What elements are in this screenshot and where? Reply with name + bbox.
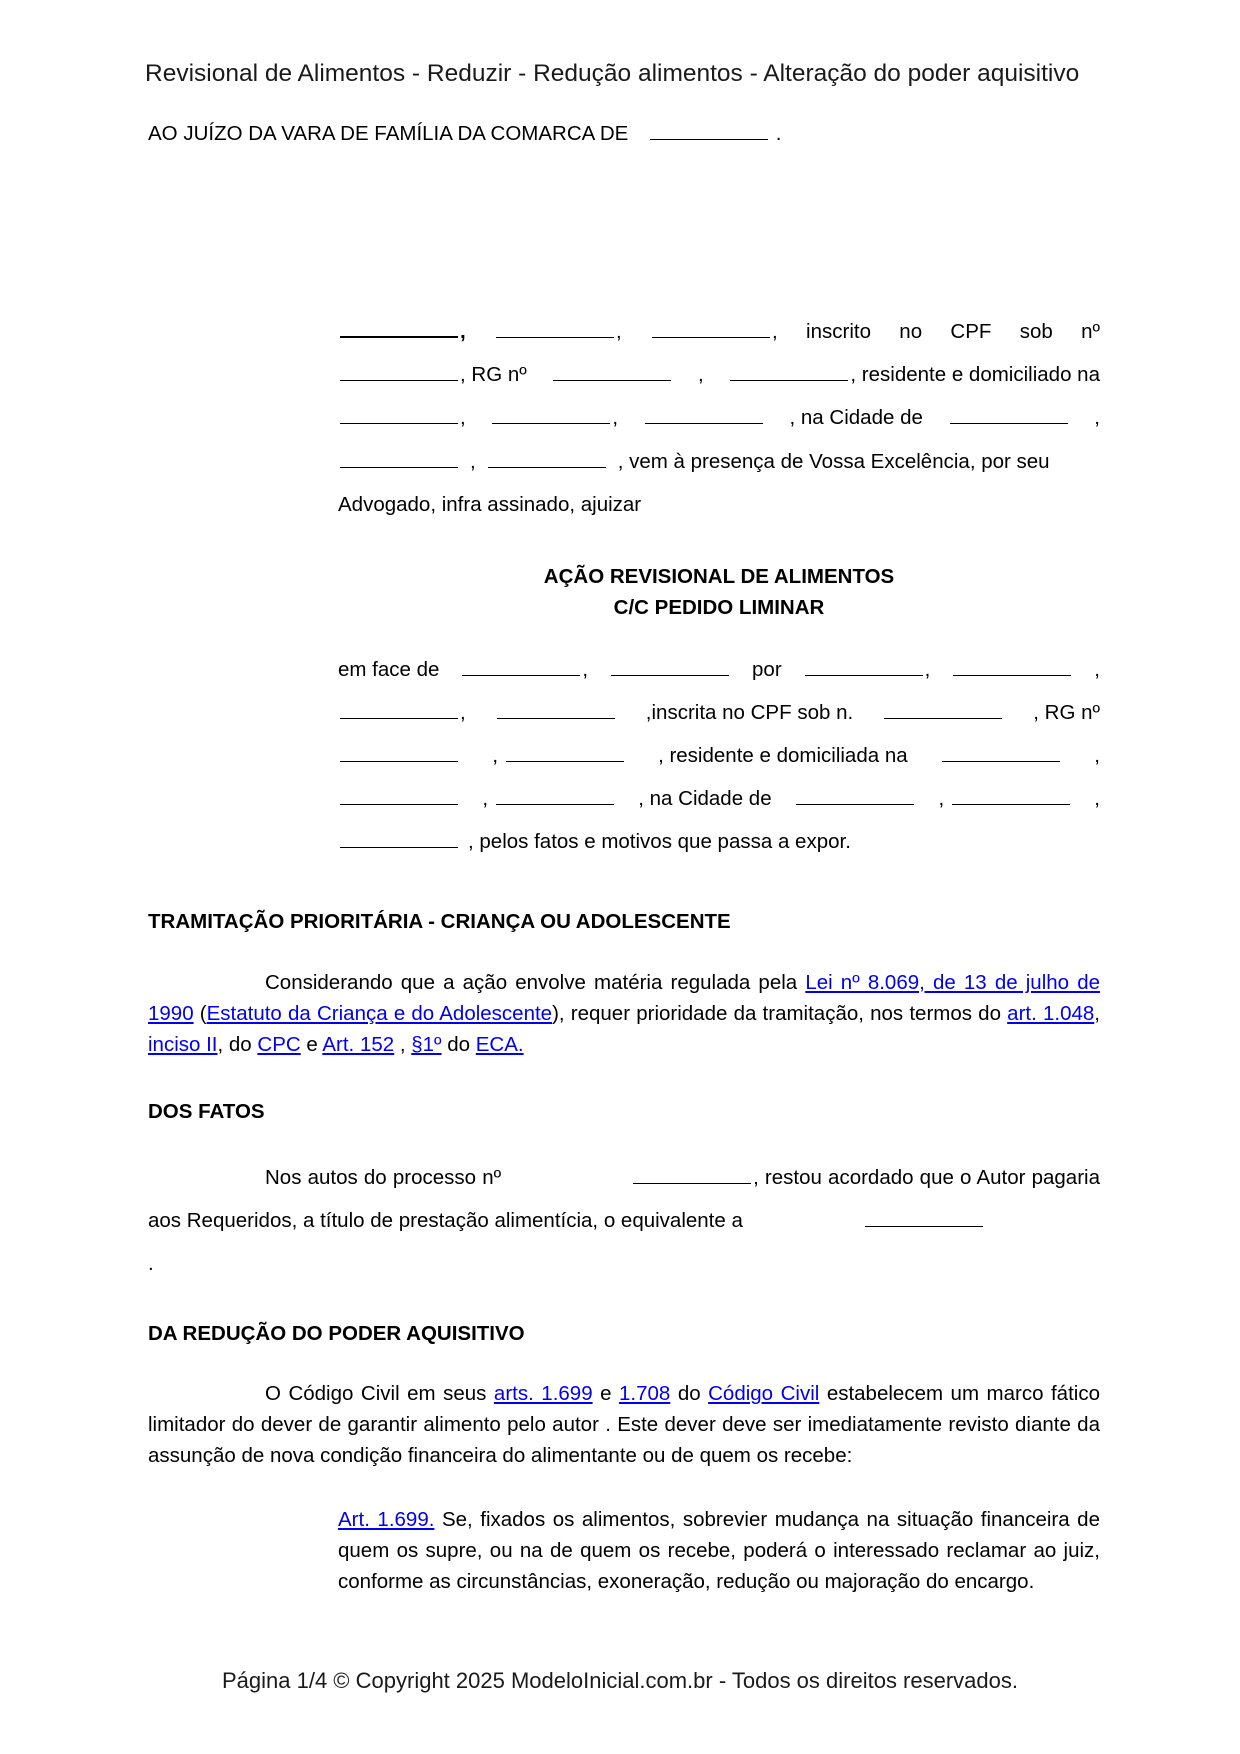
text-segment: , do — [217, 1033, 258, 1056]
blank-field[interactable] — [340, 760, 458, 762]
text-segment: , na Cidade de — [789, 406, 923, 429]
facts-paragraph — [148, 1156, 1100, 1285]
text-segment: , residente e domiciliado na — [850, 363, 1100, 386]
blank-field[interactable] — [492, 422, 610, 424]
text-segment: ,inscrita no CPF sob n. — [645, 701, 854, 724]
defendant-line-5 — [338, 830, 1100, 854]
plaintiff-line-5 — [338, 493, 1100, 517]
comma: , — [924, 658, 931, 681]
blank-field[interactable] — [865, 1225, 983, 1227]
defendant-line-4 — [338, 787, 1100, 811]
text-word: sob — [1019, 320, 1053, 343]
plaintiff-line-4 — [338, 450, 1100, 474]
blank-field[interactable] — [950, 422, 1068, 424]
plaintiff-line-3 — [338, 406, 1100, 430]
text-segment: estabelecem um marco fático limitador do dever de garantir alimento pelo autor . Este dever deve ser imediatamente revisto diante da assunção de nova condição financeira do alimentante ou de quem os recebe: — [148, 1382, 1100, 1467]
text-word: por — [752, 658, 782, 681]
blank-field[interactable] — [884, 717, 1002, 719]
blank-field[interactable] — [488, 466, 606, 468]
defendant-line-3 — [338, 744, 1100, 768]
text-segment: e — [300, 1033, 323, 1056]
priority-paragraph — [148, 967, 1100, 1060]
blank-field[interactable] — [952, 803, 1070, 805]
blank-field[interactable] — [340, 466, 458, 468]
text-segment: do — [670, 1382, 709, 1405]
text-word: CPF — [950, 320, 992, 343]
addressee-line — [148, 122, 781, 146]
blank-field[interactable] — [340, 335, 458, 338]
comma: , — [460, 701, 466, 724]
comma: , — [582, 658, 589, 681]
blank-field[interactable] — [611, 674, 729, 676]
comma: , — [460, 406, 466, 429]
blank-field[interactable] — [645, 422, 763, 424]
link-codigo-civil[interactable]: Código Civil — [708, 1382, 820, 1405]
text-segment: O Código Civil em seus — [265, 1382, 494, 1405]
text-segment: , RG nº — [1033, 701, 1100, 724]
text-segment: ), requer prioridade da tramitação, nos termos do — [552, 1002, 1008, 1025]
text-segment: e — [592, 1382, 619, 1405]
blank-field[interactable] — [496, 336, 614, 338]
text-segment: Considerando que a ação envolve matéria regulada pela — [265, 971, 806, 994]
plaintiff-line-1 — [338, 320, 1100, 344]
blank-field[interactable] — [340, 846, 458, 848]
comma: , — [1094, 744, 1100, 767]
blank-field[interactable] — [650, 138, 768, 140]
text-segment: . — [148, 1252, 154, 1275]
link-cpc[interactable]: CPC — [257, 1033, 301, 1056]
blank-field[interactable] — [553, 379, 671, 381]
link-eca[interactable]: ECA. — [475, 1033, 524, 1056]
addressee-end: . — [775, 122, 782, 145]
comma: , — [616, 320, 622, 343]
link-art-152[interactable]: Art. 152 — [322, 1033, 395, 1056]
blank-field[interactable] — [953, 674, 1071, 676]
text-segment: Advogado, infra assinado, ajuizar — [338, 493, 642, 516]
section-heading-priority: TRAMITAÇÃO PRIORITÁRIA - CRIANÇA OU ADOLESCENTE — [148, 910, 731, 933]
blank-field[interactable] — [805, 674, 923, 676]
comma: , — [1094, 406, 1100, 429]
text-segment: , pelos fatos e motivos que passa a expor. — [468, 830, 851, 853]
quote-text: Se, fixados os alimentos, sobrevier mudança na situação financeira de quem os supre, ou na de quem os recebe, poderá o interessado reclamar ao juiz, conforme as circunstâncias, exoneração, redução ou majoração do encargo. — [338, 1508, 1100, 1593]
defendant-line-2 — [338, 701, 1100, 725]
text-word: no — [899, 320, 923, 343]
blank-field[interactable] — [652, 336, 770, 338]
plaintiff-line-2 — [338, 363, 1100, 387]
text-segment: , vem à presença de Vossa Excelência, por seu — [617, 450, 1050, 473]
link-art-1699[interactable]: Art. 1.699. — [338, 1508, 435, 1531]
blank-field[interactable] — [340, 422, 458, 424]
link-arts-1699[interactable]: arts. 1.699 — [493, 1382, 593, 1405]
text-segment: , restou acordado que o Autor pagaria aos Requeridos, a título de prestação alimentícia, o equivalente a — [148, 1166, 1100, 1232]
text-word: nº — [1081, 320, 1100, 343]
comma: , — [470, 450, 476, 473]
blank-field[interactable] — [796, 803, 914, 805]
blank-field[interactable] — [496, 803, 614, 805]
blank-field[interactable] — [942, 760, 1060, 762]
blank-field[interactable] — [462, 674, 580, 676]
quoted-article — [338, 1504, 1100, 1597]
comma: , — [938, 787, 945, 810]
action-title-line-1: AÇÃO REVISIONAL DE ALIMENTOS — [543, 565, 895, 588]
text-segment: , — [394, 1033, 412, 1056]
comma: , — [612, 406, 619, 429]
text-segment: Nos autos do processo nº — [265, 1166, 502, 1189]
blank-field[interactable] — [340, 803, 458, 805]
blank-field[interactable] — [633, 1182, 751, 1184]
text-segment: em face de — [338, 658, 440, 681]
text-segment: , na Cidade de — [638, 787, 772, 810]
reduction-paragraph — [148, 1378, 1100, 1471]
blank-field[interactable] — [340, 717, 458, 719]
blank-field[interactable] — [497, 717, 615, 719]
comma: , — [1094, 787, 1100, 810]
text-word: inscrito — [806, 320, 871, 343]
comma: , — [460, 320, 466, 343]
defendant-line-1 — [338, 658, 1100, 682]
blank-field[interactable] — [340, 379, 458, 381]
document-header-title: Revisional de Alimentos - Reduzir - Redução alimentos - Alteração do poder aquisitivo — [145, 60, 1080, 87]
comma: , — [698, 363, 704, 386]
text-segment: do — [441, 1033, 476, 1056]
text-segment: , residente e domiciliada na — [658, 744, 908, 767]
comma: , — [482, 787, 489, 810]
comma: , — [1094, 658, 1100, 681]
link-inciso-ii[interactable]: inciso II — [148, 1033, 218, 1056]
text-segment: , — [1094, 1002, 1100, 1025]
text-segment: ( — [193, 1002, 207, 1025]
link-1708[interactable]: 1.708 — [619, 1382, 671, 1405]
link-eca-estatuto[interactable]: Estatuto da Criança e do Adolescente — [206, 1002, 553, 1025]
blank-field[interactable] — [730, 379, 848, 381]
section-heading-facts: DOS FATOS — [148, 1100, 265, 1123]
text-segment: , RG nº — [460, 363, 527, 386]
page-footer: Página 1/4 © Copyright 2025 ModeloInicial.com.br - Todos os direitos reservados. — [222, 1668, 1018, 1693]
link-paragrafo-1[interactable]: §1º — [411, 1033, 442, 1056]
addressee-text: AO JUÍZO DA VARA DE FAMÍLIA DA COMARCA DE — [148, 122, 629, 145]
blank-field[interactable] — [506, 760, 624, 762]
link-lei-8069[interactable]: Lei nº 8.069, de 13 de julho de 1990 — [148, 971, 1100, 1025]
action-title-line-2: C/C PEDIDO LIMINAR — [613, 596, 825, 619]
comma: , — [772, 320, 778, 343]
link-art-1048[interactable]: art. 1.048 — [1007, 1002, 1095, 1025]
section-heading-reduction: DA REDUÇÃO DO PODER AQUISITIVO — [148, 1322, 525, 1345]
comma: , — [492, 744, 499, 767]
